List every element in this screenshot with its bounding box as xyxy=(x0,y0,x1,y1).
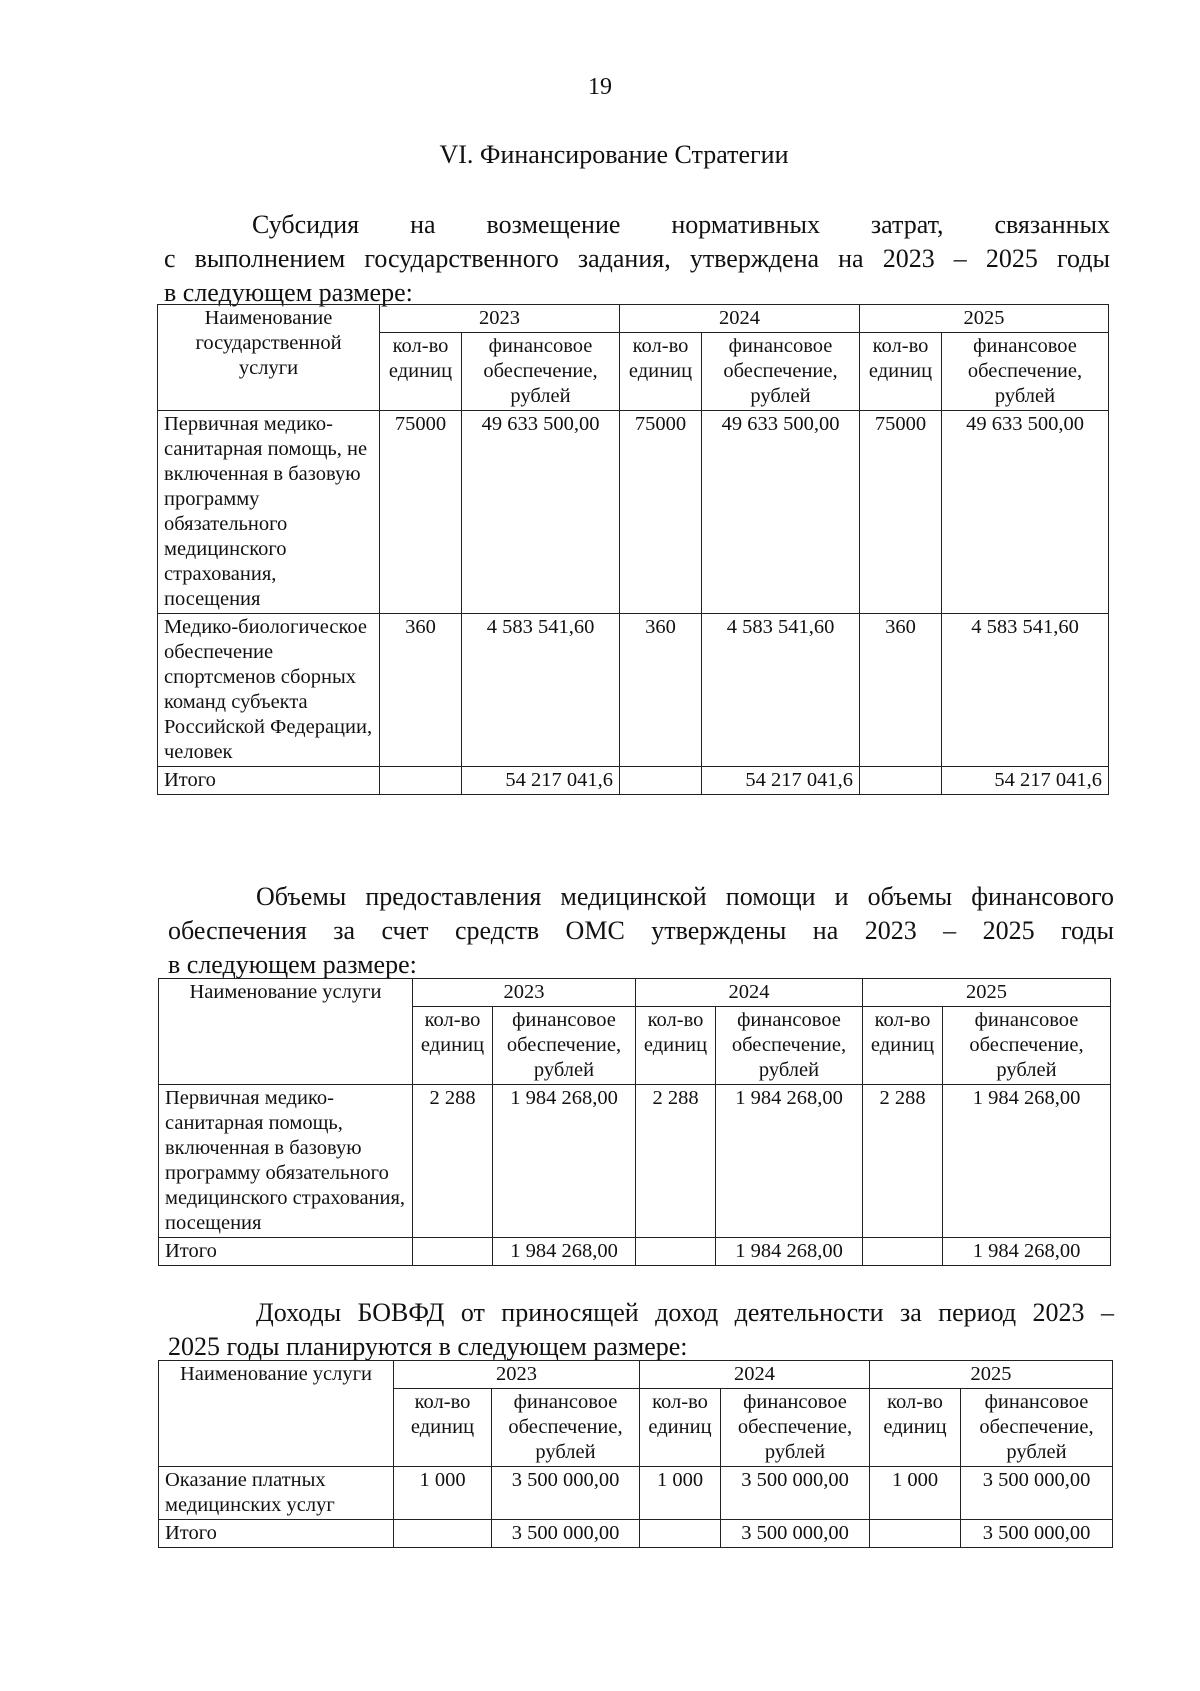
income-table xyxy=(158,1360,1113,1548)
fin-cell: 49 633 500,00 xyxy=(702,411,860,614)
qty-header: кол-во единиц xyxy=(636,1007,716,1085)
total-cell xyxy=(640,1520,721,1548)
total-cell xyxy=(380,767,462,795)
table-row xyxy=(159,1467,1113,1520)
total-row xyxy=(158,767,1109,795)
year-header: 2025 xyxy=(860,305,1109,333)
fin-header: финансовое обеспечение, рублей xyxy=(721,1389,870,1467)
oms-paragraph xyxy=(168,880,1114,982)
qty-cell: 2 288 xyxy=(636,1085,716,1238)
total-row xyxy=(159,1238,1111,1266)
subsidy-paragraph-line3: в следующем размере: xyxy=(164,278,413,307)
service-name-header: Наименование услуги xyxy=(159,1361,394,1467)
qty-cell: 360 xyxy=(620,614,702,767)
section-heading: VI. Финансирование Стратегии xyxy=(439,140,789,169)
fin-cell: 1 984 268,00 xyxy=(716,1085,863,1238)
service-name-header: Наименование государственной услуги xyxy=(158,305,380,411)
fin-header: финансовое обеспечение, рублей xyxy=(943,1007,1111,1085)
fin-header: финансовое обеспечение, рублей xyxy=(493,1007,636,1085)
year-header: 2024 xyxy=(636,979,863,1007)
total-cell: 1 984 268,00 xyxy=(716,1238,863,1266)
year-header: 2025 xyxy=(870,1361,1113,1389)
year-header: 2024 xyxy=(620,305,860,333)
table-row xyxy=(158,411,1109,614)
total-label: Итого xyxy=(158,767,380,795)
year-header: 2023 xyxy=(394,1361,640,1389)
fin-cell: 3 500 000,00 xyxy=(961,1467,1113,1520)
page-number: 19 xyxy=(588,74,612,100)
total-cell xyxy=(620,767,702,795)
service-name-header: Наименование услуги xyxy=(159,979,413,1085)
total-label: Итого xyxy=(159,1520,394,1548)
oms-table xyxy=(158,978,1111,1266)
qty-header: кол-во единиц xyxy=(413,1007,493,1085)
total-cell xyxy=(860,767,942,795)
total-cell xyxy=(413,1238,493,1266)
fin-header: финансовое обеспечение, рублей xyxy=(462,333,620,411)
fin-header: финансовое обеспечение, рублей xyxy=(942,333,1109,411)
qty-header: кол-во единиц xyxy=(620,333,702,411)
total-cell: 54 217 041,6 xyxy=(942,767,1109,795)
qty-cell: 1 000 xyxy=(394,1467,492,1520)
subsidy-table xyxy=(157,304,1109,795)
income-paragraph xyxy=(168,1296,1114,1364)
qty-header: кол-во единиц xyxy=(863,1007,943,1085)
fin-header: финансовое обеспечение, рублей xyxy=(702,333,860,411)
qty-cell: 360 xyxy=(380,614,462,767)
service-name-cell: Медико-биологическое обеспечение спортсменов сборных команд субъекта Российской Федерации, человек xyxy=(158,614,380,767)
oms-paragraph-line3: в следующем размере: xyxy=(168,950,417,979)
total-cell: 3 500 000,00 xyxy=(961,1520,1113,1548)
fin-cell: 4 583 541,60 xyxy=(462,614,620,767)
fin-header: финансовое обеспечение, рублей xyxy=(716,1007,863,1085)
fin-cell: 1 984 268,00 xyxy=(493,1085,636,1238)
total-cell: 1 984 268,00 xyxy=(943,1238,1111,1266)
total-cell: 3 500 000,00 xyxy=(721,1520,870,1548)
fin-cell: 4 583 541,60 xyxy=(942,614,1109,767)
fin-cell: 49 633 500,00 xyxy=(942,411,1109,614)
fin-header: финансовое обеспечение, рублей xyxy=(492,1389,640,1467)
table-header-row xyxy=(159,979,1111,1007)
service-name-cell: Оказание платных медицинских услуг xyxy=(159,1467,394,1520)
subsidy-paragraph-line1: Субсидия на возмещение нормативных затрат, связанных xyxy=(252,210,1110,239)
qty-header: кол-во единиц xyxy=(380,333,462,411)
year-header: 2025 xyxy=(863,979,1111,1007)
qty-cell: 75000 xyxy=(860,411,942,614)
qty-cell: 1 000 xyxy=(640,1467,721,1520)
table-row xyxy=(159,1085,1111,1238)
total-row xyxy=(159,1520,1113,1548)
qty-cell: 360 xyxy=(860,614,942,767)
qty-header: кол-во единиц xyxy=(860,333,942,411)
table-row xyxy=(158,614,1109,767)
total-cell xyxy=(636,1238,716,1266)
qty-cell: 75000 xyxy=(620,411,702,614)
fin-cell: 3 500 000,00 xyxy=(492,1467,640,1520)
subsidy-paragraph xyxy=(164,208,1110,310)
total-cell xyxy=(870,1520,961,1548)
fin-cell: 1 984 268,00 xyxy=(943,1085,1111,1238)
oms-paragraph-line1: Объемы предоставления медицинской помощи и объемы финансового xyxy=(256,882,1114,911)
fin-cell: 49 633 500,00 xyxy=(462,411,620,614)
year-header: 2023 xyxy=(413,979,636,1007)
year-header: 2023 xyxy=(380,305,620,333)
qty-header: кол-во единиц xyxy=(394,1389,492,1467)
total-label: Итого xyxy=(159,1238,413,1266)
year-header: 2024 xyxy=(640,1361,870,1389)
qty-cell: 75000 xyxy=(380,411,462,614)
total-cell xyxy=(863,1238,943,1266)
qty-cell: 2 288 xyxy=(863,1085,943,1238)
income-paragraph-line1: Доходы БОВФД от приносящей доход деятельности за период 2023 – xyxy=(256,1298,1114,1327)
table-header-row xyxy=(159,1361,1113,1389)
qty-cell: 1 000 xyxy=(870,1467,961,1520)
table-header-row xyxy=(158,305,1109,333)
total-cell: 54 217 041,6 xyxy=(702,767,860,795)
income-paragraph-line2: 2025 годы планируются в следующем размере: xyxy=(168,1332,688,1361)
oms-paragraph-line2: обеспечения за счет средств ОМС утверждены на 2023 – 2025 годы xyxy=(168,916,1114,945)
qty-header: кол-во единиц xyxy=(870,1389,961,1467)
qty-cell: 2 288 xyxy=(413,1085,493,1238)
total-cell: 54 217 041,6 xyxy=(462,767,620,795)
subsidy-paragraph-line2: с выполнением государственного задания, утверждена на 2023 – 2025 годы xyxy=(164,244,1110,273)
service-name-cell: Первичная медико-санитарная помощь, не включенная в базовую программу обязательного медицинского страхования, посещения xyxy=(158,411,380,614)
fin-cell: 4 583 541,60 xyxy=(702,614,860,767)
fin-cell: 3 500 000,00 xyxy=(721,1467,870,1520)
service-name-cell: Первичная медико-санитарная помощь, включенная в базовую программу обязательного медицинского страхования, посещения xyxy=(159,1085,413,1238)
total-cell: 1 984 268,00 xyxy=(493,1238,636,1266)
total-cell xyxy=(394,1520,492,1548)
total-cell: 3 500 000,00 xyxy=(492,1520,640,1548)
fin-header: финансовое обеспечение, рублей xyxy=(961,1389,1113,1467)
qty-header: кол-во единиц xyxy=(640,1389,721,1467)
